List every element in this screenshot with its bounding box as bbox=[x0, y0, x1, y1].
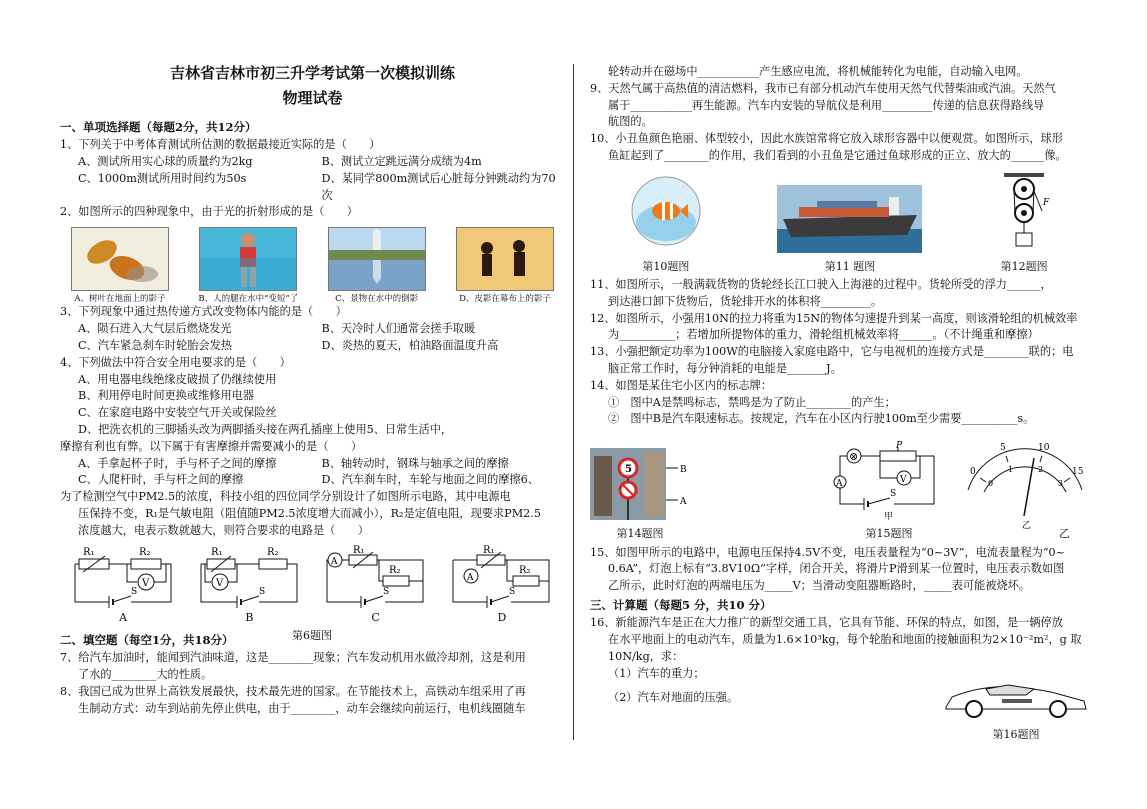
q7-line-2: 了水的________大的性质。 bbox=[78, 668, 213, 682]
circuit-c-r1-label: R₁ bbox=[353, 544, 365, 556]
q13-line-1: 13、小强把额定功率为100W的电脑接入家庭电路中，它与电视机的连接方式是________联的；电 bbox=[590, 345, 1074, 359]
tick-5: 5 bbox=[1000, 443, 1006, 454]
figure-14-caption: 第14题图 bbox=[616, 527, 664, 541]
question-15 bbox=[590, 545, 1090, 595]
fishbowl-image bbox=[626, 171, 706, 253]
figure-12-caption: 第12题图 bbox=[1000, 259, 1048, 273]
q3-option-a: A、陨石进入大气层后燃烧发光 bbox=[78, 322, 232, 336]
figures-14-15 bbox=[590, 434, 1090, 542]
traffic-sign-image bbox=[590, 448, 690, 520]
question-4 bbox=[60, 355, 565, 439]
circuit-a-label: A bbox=[119, 610, 128, 624]
question-2 bbox=[60, 204, 565, 304]
circuit-d-r2-label: R₂ bbox=[519, 564, 531, 576]
q14-sub-1: ① 图中A是禁鸣标志，禁鸣是为了防止________的产生； bbox=[608, 395, 896, 409]
voltmeter-symbol: V bbox=[900, 475, 907, 486]
q14-sub-2: ② 图中B是汽车限速标志。按规定，汽车在小区内行驶100m至少需要__________s。 bbox=[608, 412, 1035, 426]
q14-stem: 14、如图是某住宅小区内的标志牌： bbox=[590, 378, 773, 392]
switch-symbol: S bbox=[890, 489, 897, 500]
speed-limit-value: 5 bbox=[625, 464, 632, 476]
q6-circuits bbox=[60, 546, 565, 627]
ammeter-symbol: A bbox=[836, 479, 843, 490]
q4-option-d: D、把洗衣机的三脚插头改为两脚插头接在两孔插座上使用5、日常生活中， bbox=[78, 423, 453, 436]
q15-line-1: 15、如图甲所示的电路中，电源电压保持4.5V不变，电压表量程为“0~3V”，电流表量程为“0~ bbox=[590, 545, 1066, 559]
q16-line-3: 10N/kg，求： bbox=[608, 649, 684, 663]
section-3-title: 三、计算题（每题5 分，共10 分） bbox=[590, 597, 772, 612]
figure-12 bbox=[994, 171, 1054, 275]
q5-option-a: A、手拿起杯子时，手与杯子之间的摩擦 bbox=[78, 456, 277, 470]
figures-10-12 bbox=[590, 171, 1090, 275]
question-13 bbox=[590, 344, 1090, 378]
tick-15: 15 bbox=[1072, 467, 1084, 478]
q1-option-c: C、1000m测试所用时间约为50s bbox=[78, 171, 247, 185]
figure-15-meter bbox=[960, 434, 1090, 542]
yi-label: 乙 bbox=[1022, 521, 1032, 532]
circuit-b-r1-label: R₁ bbox=[210, 546, 223, 558]
q9-line-2: 属于___________再生能源。汽车内安装的导航仪是利用_________传递的信息获得路线导 bbox=[608, 98, 1045, 112]
circuit-d-r1-label: R₁ bbox=[483, 544, 495, 556]
q4-option-b: B、利用停电时间更换或维修用电器 bbox=[78, 389, 255, 403]
electric-car-image bbox=[942, 673, 1090, 721]
tick-inner-2: 2 bbox=[1038, 465, 1044, 475]
q16-line-1: 16、新能源汽车是正在大力推广的新型交通工具，它具有节能、环保的特点，如图，是一辆停放 bbox=[590, 616, 1063, 630]
q3-option-c: C、汽车紧急刹车时轮胎会发热 bbox=[78, 339, 232, 353]
question-9 bbox=[590, 81, 1090, 131]
circuit-c-r2-label: R₂ bbox=[389, 564, 401, 576]
figure-11-caption: 第11 题图 bbox=[824, 259, 876, 273]
figure-15-caption: 第15题图 bbox=[865, 527, 913, 541]
left-column bbox=[60, 60, 565, 718]
slider-label: P bbox=[896, 441, 903, 452]
column-divider bbox=[573, 64, 574, 740]
figure-15 bbox=[834, 434, 1090, 542]
right-column bbox=[590, 64, 1090, 741]
circuit-b bbox=[197, 546, 302, 627]
q5-option-d: D、汽车刹车时，车轮与地面之间的摩擦6、 bbox=[321, 473, 539, 487]
circuit-d bbox=[449, 546, 554, 627]
question-14 bbox=[590, 378, 1090, 428]
question-7 bbox=[60, 650, 565, 684]
q1-stem: 1、下列关于中考体育测试所估测的数据最接近实际的是（ ） bbox=[60, 138, 381, 152]
question-3 bbox=[60, 304, 565, 354]
question-10 bbox=[590, 131, 1090, 165]
q3-stem: 3、下列现象中通过热传递方式改变物体内能的是（ ） bbox=[60, 305, 347, 319]
figure-10 bbox=[626, 171, 706, 275]
figure-11 bbox=[777, 185, 922, 275]
q12-line-1: 12、如图所示，小强用10N的拉力将重为15N的物体匀速提升到某一高度，则该滑轮组的机械效率 bbox=[590, 311, 1078, 325]
figure-16-caption: 第16题图 bbox=[992, 727, 1040, 741]
circuit-a-r1-label: R₁ bbox=[82, 546, 95, 558]
figure-16 bbox=[942, 673, 1090, 743]
q9-line-3: 航图的。 bbox=[608, 115, 653, 129]
label-a: A bbox=[680, 497, 687, 508]
circuit-a-switch-label: S bbox=[130, 586, 137, 597]
q16-line-2: 在水平地面上的电动汽车，质量为1.6×10³kg，每个轮胎和地面的接触面积为2×10⁻²m²，g 取 bbox=[608, 632, 1082, 646]
q6-caption: 第6题图 bbox=[292, 629, 332, 642]
leaf-shadow-image bbox=[71, 227, 169, 291]
cargo-ship-image bbox=[777, 185, 922, 253]
question-16 bbox=[590, 615, 1090, 741]
q6-line-2: 压保持不变，R₁是气敏电阻（阻值随PM2.5浓度增大而减小），R₂是定值电阻，现要求PM2.5 bbox=[78, 506, 541, 520]
swimmer-image bbox=[199, 227, 297, 291]
q8-line-3: 轮转动并在磁场中___________产生感应电流，将机械能转化为电能，自动输入电网。 bbox=[608, 65, 1028, 78]
q2-picture-a bbox=[60, 227, 180, 304]
reflection-image bbox=[328, 227, 426, 291]
q2-caption-c: C、景物在水中的倒影 bbox=[335, 294, 419, 305]
circuit-c-label: C bbox=[371, 610, 380, 624]
tick-10: 10 bbox=[1038, 443, 1050, 454]
lamp-symbol: ⊗ bbox=[849, 450, 859, 464]
q5-option-b: B、轴转动时，钢珠与轴承之间的摩擦 bbox=[321, 456, 509, 470]
tick-inner-1: 1 bbox=[1008, 465, 1014, 475]
circuit-d-label: D bbox=[497, 610, 507, 624]
q5-stem: 摩擦有利也有弊。以下属于有害摩擦并需要减小的是（ ） bbox=[60, 439, 363, 453]
figure-15-yi-caption: 乙 bbox=[1059, 527, 1070, 541]
q2-caption-a: A、树叶在地面上的影子 bbox=[74, 294, 166, 305]
figure-10-caption: 第10题图 bbox=[642, 259, 690, 273]
circuit-b-r2-label: R₂ bbox=[266, 546, 279, 558]
question-1 bbox=[60, 137, 565, 204]
exam-title: 吉林省吉林市初三升学考试第一次模拟训练 bbox=[169, 64, 455, 82]
q2-picture-d bbox=[445, 227, 565, 304]
q10-line-2: 鱼缸起到了________的作用，我们看到的小丑鱼是它通过鱼球形成的正立、放大的______像。 bbox=[608, 148, 1067, 162]
figure-15-circuit bbox=[834, 442, 944, 542]
label-b: B bbox=[680, 465, 687, 476]
question-11 bbox=[590, 277, 1090, 311]
circuit-c-ammeter-label: A bbox=[331, 556, 338, 567]
tick-inner-3: 3 bbox=[1058, 479, 1064, 489]
q6-line-3: 浓度越大，电表示数就越大，则符合要求的电路是（ ） bbox=[78, 523, 369, 537]
circuit-a-r2-label: R₂ bbox=[138, 546, 151, 558]
pulley-image bbox=[994, 171, 1054, 253]
circuit-b-label: B bbox=[245, 610, 254, 624]
circuit-b-voltmeter-label: V bbox=[215, 577, 224, 589]
q6-line-1: 为了检测空气中PM2.5的浓度，科技小组的四位同学分别设计了如图所示电路，其中电源电 bbox=[60, 490, 511, 504]
q13-line-2: 脑正常工作时，每分钟消耗的电能是_______J。 bbox=[608, 362, 842, 376]
jia-label: 甲 bbox=[884, 512, 894, 523]
q4-option-a: A、用电器电线绝缘皮破损了仍继续使用 bbox=[78, 372, 277, 386]
circuit-d-switch-label: S bbox=[509, 586, 516, 597]
q15-line-3: 乙所示，此时灯泡的两端电压为_____V；当滑动变阻器断路时，_____表可能被烧坏。 bbox=[608, 579, 1031, 593]
question-12 bbox=[590, 311, 1090, 345]
q1-option-d: D、某同学800m测试后心脏每分钟跳动约为70次 bbox=[321, 171, 556, 202]
tick-0: 0 bbox=[970, 467, 976, 478]
q1-option-a: A、测试所用实心球的质量约为2kg bbox=[78, 155, 253, 169]
shadow-puppet-image bbox=[456, 227, 554, 291]
q8-line-1: 8、我国已成为世界上高铁发展最快，技术最先进的国家。在节能技术上，高铁动车组采用了再 bbox=[60, 684, 526, 698]
question-5 bbox=[60, 439, 565, 489]
circuit-a-voltmeter-label: V bbox=[141, 577, 149, 589]
q10-line-1: 10、小丑鱼颜色艳丽、体型较小，因此水族馆常将它放入球形容器中以便观赏。如图所示，球形 bbox=[590, 132, 1063, 146]
q4-option-c: C、在家庭电路中安装空气开关或保险丝 bbox=[78, 406, 277, 420]
circuit-b-switch-label: S bbox=[258, 586, 266, 597]
circuit-c-switch-label: S bbox=[383, 586, 390, 597]
q7-line-1: 7、给汽车加油时，能闻到汽油味道，这是________现象；汽车发动机用水做冷却剂，这是利用 bbox=[60, 651, 526, 665]
q12-line-2: 为__________；若增加所提物体的重力，滑轮组机械效率将______。（不计绳重和摩擦） bbox=[608, 328, 1039, 342]
q16-sub-1: （1）汽车的重力； bbox=[608, 666, 705, 680]
q8-line-2: 生制动方式：动车到站前先停止供电，由于________，动车会继续向前运行，电机线圈随车 bbox=[78, 701, 526, 715]
q1-option-b: B、测试立定跳远满分成绩为4m bbox=[321, 155, 482, 169]
q2-picture-b bbox=[188, 227, 308, 304]
q11-line-1: 11、如图所示，一般满载货物的货轮经长江口驶入上海港的过程中。货轮所受的浮力______， bbox=[590, 278, 1052, 292]
question-8 bbox=[60, 684, 565, 718]
q15-line-2: 0.6A”，灯泡上标有“3.8V10Ω”字样，闭合开关，将滑片P滑到某一位置时，电压表示数如图 bbox=[608, 562, 1065, 576]
q2-picture-c bbox=[317, 227, 437, 304]
figure-14 bbox=[590, 448, 690, 542]
q3-option-d: D、炎热的夏天，柏油路面温度升高 bbox=[321, 339, 499, 353]
q2-stem: 2、如图所示的四种现象中，由于光的折射形成的是（ ） bbox=[60, 205, 358, 219]
circuit-d-ammeter-label: A bbox=[467, 572, 474, 583]
circuit-jia-image bbox=[834, 441, 944, 523]
q2-caption-d: D、皮影在幕布上的影子 bbox=[459, 294, 551, 305]
q16-sub-2: （2）汽车对地面的压强。 bbox=[608, 691, 739, 705]
q9-line-1: 9、天然气属于高热值的清洁燃料，我市已有部分机动汽车使用天然气代替柴油或汽油。天然气 bbox=[590, 81, 1056, 95]
force-label: F bbox=[1043, 197, 1050, 208]
circuit-c bbox=[323, 546, 428, 627]
exam-subtitle: 物理试卷 bbox=[282, 88, 343, 107]
voltmeter-dial-image bbox=[960, 434, 1090, 532]
q2-caption-b: B、人的腿在水中“变短”了 bbox=[198, 294, 299, 305]
section-1-title: 一、单项选择题（每题2分，共12分） bbox=[60, 120, 257, 134]
circuit-a bbox=[71, 546, 176, 627]
q11-line-2: 到达港口卸下货物后，货轮排开水的体积将_________。 bbox=[608, 294, 883, 308]
q5-option-c: C、人爬杆时，手与杆之间的摩擦 bbox=[78, 473, 244, 487]
q4-stem: 4、下列做法中符合安全用电要求的是（ ） bbox=[60, 355, 291, 369]
tick-inner-0: 0 bbox=[988, 479, 994, 489]
q3-option-b: B、天冷时人们通常会搓手取暖 bbox=[321, 322, 476, 336]
section-2-title: 二、填空题（每空1分，共18分） bbox=[60, 633, 234, 648]
